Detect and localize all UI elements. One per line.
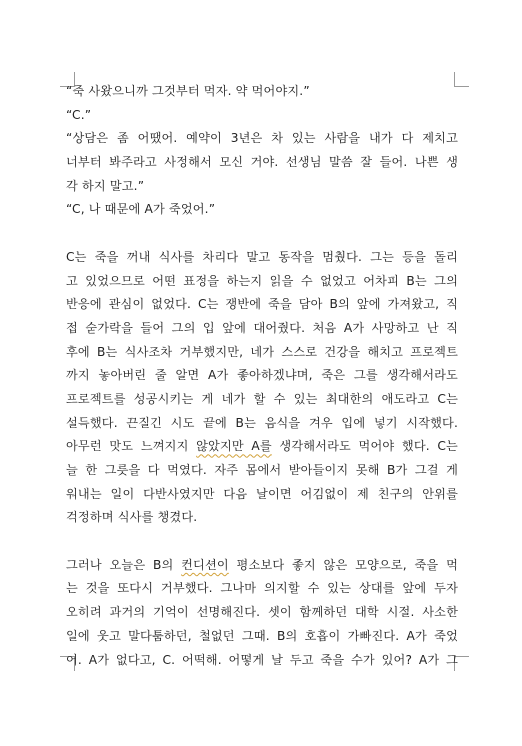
text-line: C는 죽을 꺼내 식사를 차리다 말고 동작을 멈췄다. 그는 등을 돌리 bbox=[66, 249, 458, 264]
text-line: 반응에 관심이 없었다. C는 쟁반에 죽을 담아 B의 앞에 가져왔고, 직 bbox=[66, 297, 458, 312]
spellcheck-mark: 않았지만 A를 bbox=[196, 439, 272, 454]
spellcheck-mark: 컨디션이 bbox=[181, 557, 229, 572]
text-line: 각 하지 말고.” bbox=[66, 178, 145, 193]
text-line: “C, 나 때문에 A가 죽었어.” bbox=[66, 202, 216, 217]
text-line: “C.” bbox=[66, 107, 92, 122]
paragraph-gap bbox=[66, 222, 458, 246]
document-body bbox=[66, 80, 458, 672]
text-line: 까지 놓아버린 줄 알면 A가 좋아하겠냐며, 죽은 그를 생각해서라도 bbox=[66, 368, 458, 383]
text-line: “상담은 좀 어땠어. 예약이 3년은 차 있는 사람을 내가 다 제치고 bbox=[66, 131, 458, 146]
text-line: 프로젝트를 성공시키는 게 네가 할 수 있는 최대한의 애도라고 C는 bbox=[66, 391, 458, 406]
text-line: 아무런 맛도 느껴지지 않았지만 A를 생각해서라도 먹어야 했다. C는 bbox=[66, 439, 458, 454]
text-line: 그러나 오늘은 B의 컨디션이 평소보다 좋지 않은 모양으로, 죽을 먹 bbox=[66, 557, 458, 572]
text-line: 너부터 봐주라고 사정해서 모신 거야. 선생님 말씀 잘 들어. 나쁜 생 bbox=[66, 155, 458, 170]
text-line: 어. A가 없다고, C. 어떡해. 어떻게 날 두고 죽을 수가 있어? A가 그 bbox=[66, 652, 458, 667]
text-line: 후에 B는 식사조차 거부했지만, 네가 스스로 건강을 해치고 프로젝트 bbox=[66, 344, 458, 359]
text-line: 걱정하며 식사를 챙겼다. bbox=[66, 510, 198, 525]
text-line: “죽 사왔으니까 그것부터 먹자. 약 먹어야지.” bbox=[66, 84, 310, 98]
text-line: 늘 한 그릇을 다 먹였다. 자주 몸에서 받아들이지 못해 B가 그걸 게 bbox=[66, 463, 458, 477]
paragraph-gap bbox=[66, 530, 458, 554]
text-line: 일에 웃고 말다툼하던, 철없던 그때. B의 호흡이 가빠진다. A가 죽었 bbox=[66, 628, 458, 643]
text-line: 는 것을 또다시 거부했다. 그나마 의지할 수 있는 상대를 앞에 두자 bbox=[66, 581, 458, 596]
text-line: 접 숟가락을 들어 그의 입 앞에 대어줬다. 처음 A가 사망하고 난 직 bbox=[66, 320, 458, 335]
text-line: 설득했다. 끈질긴 시도 끝에 B는 음식을 겨우 입에 넣기 시작했다. bbox=[66, 415, 458, 430]
text-line: 워내는 일이 다반사였지만 다음 날이면 어김없이 제 친구의 안위를 bbox=[66, 486, 458, 501]
text-line: 고 있었으므로 어떤 표정을 하는지 읽을 수 없었고 어차피 B는 그의 bbox=[66, 273, 458, 288]
text-line: 오히려 과거의 기억이 선명해진다. 셋이 함께하던 대학 시절. 사소한 bbox=[66, 605, 458, 620]
